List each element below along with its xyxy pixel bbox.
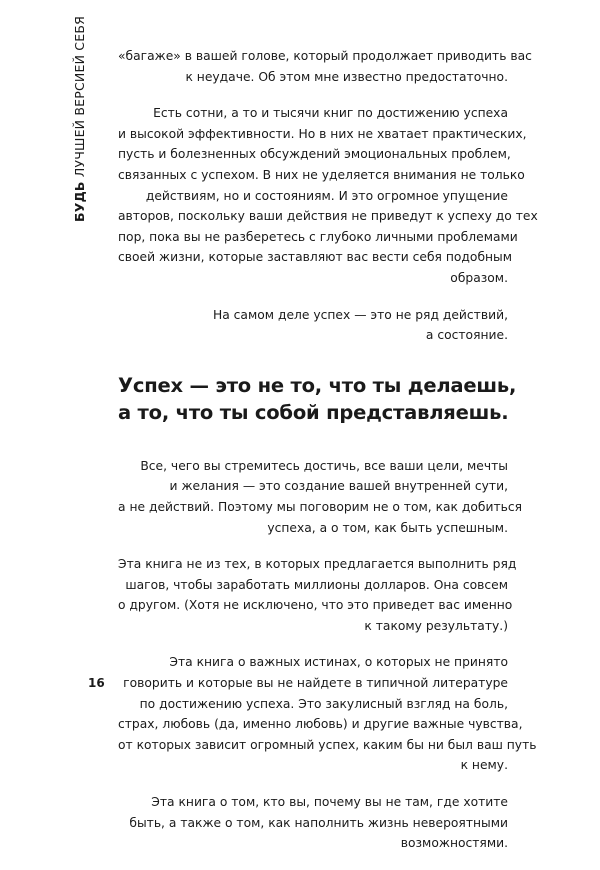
paragraph-line: связанных с успехом. В них не уделяется внимания не только — [118, 167, 525, 182]
paragraph-line: действиям, но и состояниям. И это огромное упущение — [145, 188, 508, 203]
paragraph-line: своей жизни, которые заставляют вас вести себя подобным — [118, 250, 513, 265]
paragraph-4 — [118, 456, 523, 538]
paragraph-line: пор, пока вы не разберетесь с глубоко личными проблемами — [118, 229, 518, 244]
paragraph-line: образом. — [450, 270, 508, 285]
paragraph-2 — [118, 103, 538, 288]
paragraph-1 — [118, 46, 532, 87]
page-number: 16 — [88, 676, 105, 690]
paragraph-7 — [118, 792, 508, 854]
paragraph-line: шагов, чтобы заработать миллионы долларов. Она совсем — [125, 577, 508, 592]
headline-line: а то, что ты собой представляешь. — [118, 400, 509, 424]
paragraph-line: к нему. — [460, 758, 508, 773]
paragraph-line: и желания — это создание вашей внутренней сути, — [169, 479, 508, 494]
pull-quote-headline — [118, 372, 517, 426]
paragraph-line: Эта книга о важных истинах, о которых не принято — [169, 655, 508, 670]
running-head-bold: БУДЬ — [72, 181, 87, 222]
running-head — [72, 16, 87, 222]
paragraph-line: а не действий. Поэтому мы поговорим не о том, как добиться — [118, 499, 523, 514]
paragraph-6 — [118, 652, 537, 776]
paragraph-line: страх, любовь (да, именно любовь) и другие важные чувства, — [118, 717, 523, 732]
paragraph-line: Эта книга не из тех, в которых предлагается выполнить ряд — [118, 557, 517, 572]
paragraph-line: Эта книга о том, кто вы, почему вы не там, где хотите — [151, 795, 508, 810]
text-column — [118, 46, 538, 870]
paragraph-line: к неудаче. Об этом мне известно предостаточно. — [185, 69, 508, 84]
paragraph-line: Все, чего вы стремитесь достичь, все ваши цели, мечты — [140, 458, 508, 473]
paragraph-line: к такому результату.) — [364, 618, 508, 633]
paragraph-line: пусть и болезненных обсуждений эмоциональных проблем, — [118, 147, 511, 162]
paragraph-line: успеха, а о том, как быть успешным. — [267, 520, 508, 535]
paragraph-line: быть, а также о том, как наполнить жизнь невероятными — [129, 815, 508, 830]
paragraph-line: авторов, поскольку ваши действия не приведут к успеху до тех — [118, 209, 538, 224]
paragraph-5 — [118, 554, 517, 636]
paragraph-line: Есть сотни, а то и тысячи книг по достижению успеха — [153, 106, 508, 121]
paragraph-line: На самом деле успех — это не ряд действий, — [212, 307, 508, 322]
paragraph-3 — [118, 305, 508, 346]
paragraph-line: «багаже» в вашей голове, который продолжает приводить вас — [118, 49, 532, 63]
paragraph-line: о другом. (Хотя не исключено, что это приведет вас именно — [118, 598, 513, 613]
paragraph-line: по достижению успеха. Это закулисный взгляд на боль, — [139, 696, 508, 711]
paragraph-line: а состояние. — [425, 328, 508, 343]
running-head-title: ЛУЧШЕЙ ВЕРСИЕЙ СЕБЯ — [72, 16, 87, 182]
headline-line: Успех — это не то, что ты делаешь, — [118, 373, 517, 397]
paragraph-line: и высокой эффективности. Но в них не хватает практических, — [118, 126, 527, 141]
paragraph-line: возможностями. — [400, 836, 508, 851]
paragraph-line: говорить и которые вы не найдете в типичной литературе — [123, 676, 508, 691]
paragraph-line: от которых зависит огромный успех, каким бы ни был ваш путь — [118, 737, 537, 752]
